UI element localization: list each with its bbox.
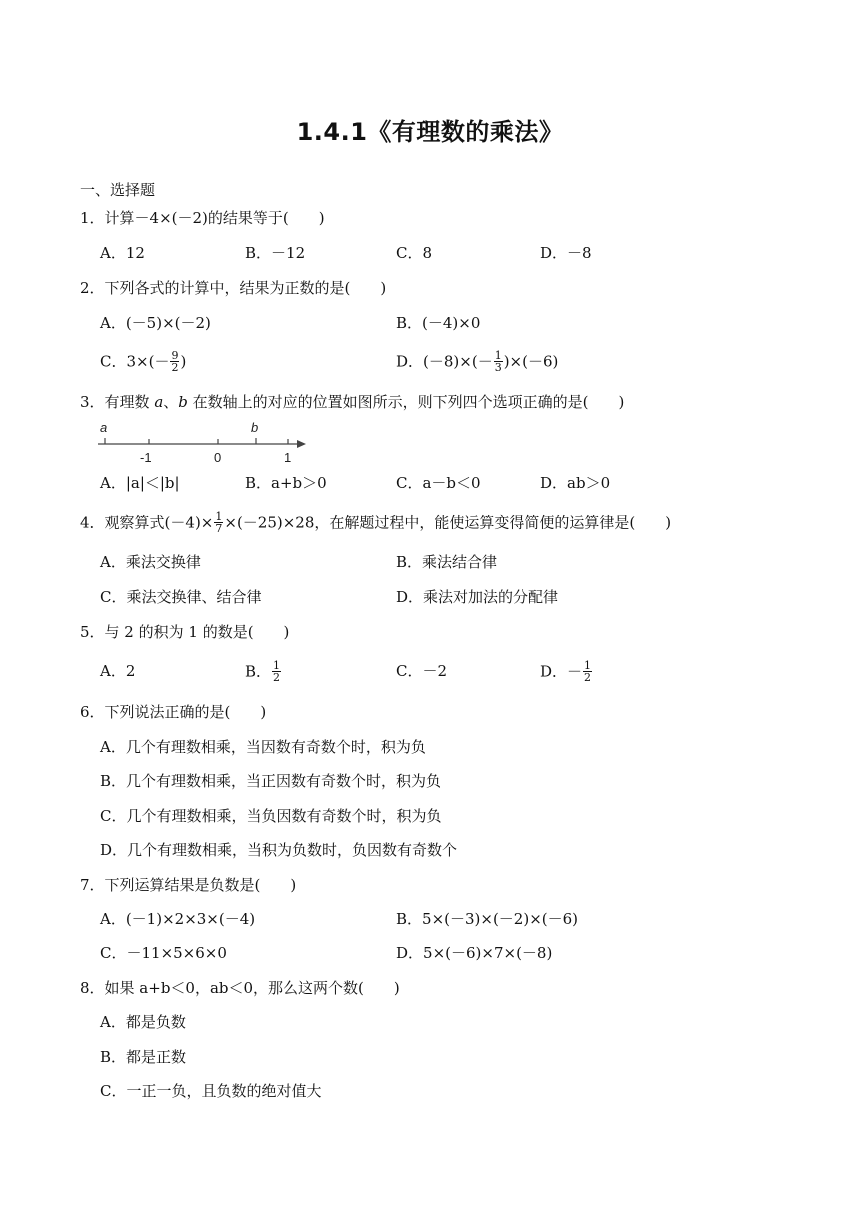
q7-option-a: A．(－1)×2×3×(－4) <box>100 910 256 928</box>
fraction-numerator: 9 <box>171 349 179 362</box>
q7-option-b: B．5×(－3)×(－2)×(－6) <box>396 910 579 928</box>
variable-a: a <box>154 393 164 411</box>
question-7-stem: 7．下列运算结果是负数是( ) <box>80 876 297 894</box>
fraction-denominator: 2 <box>273 671 281 684</box>
stem-text: ×(－25)×28，在解题过程中，能使运算变得简便的运算律是( ) <box>224 513 672 532</box>
q3-option-a: A．|a|＜|b| <box>100 474 180 492</box>
question-1-stem: 1．计算－4×(－2)的结果等于( ) <box>80 209 325 227</box>
q4-option-b: B．乘法结合律 <box>396 553 498 571</box>
q7-option-d: D．5×(－6)×7×(－8) <box>396 944 553 962</box>
option-prefix: D．－ <box>540 662 583 681</box>
question-2-stem: 2．下列各式的计算中，结果为正数的是( ) <box>80 279 387 297</box>
q1-option-a: A．12 <box>100 244 145 262</box>
q1-option-b: B．－12 <box>245 244 306 262</box>
stem-text: 在数轴上的对应的位置如图所示，则下列四个选项正确的是( ) <box>187 393 625 411</box>
q2-option-d-suffix: )×(－6) <box>503 352 559 371</box>
number-line-arrow-icon <box>297 440 306 448</box>
fraction <box>170 350 179 373</box>
q4-option-d: D．乘法对加法的分配律 <box>396 588 559 606</box>
q3-option-d: D．ab＞0 <box>540 474 611 492</box>
q6-option-d: D．几个有理数相乘，当积为负数时，负因数有奇数个 <box>100 841 458 859</box>
q5-option-c: C．－2 <box>396 662 448 680</box>
tick-label-minus-1: -1 <box>140 450 152 465</box>
fraction-denominator: 7 <box>215 522 223 535</box>
q2-option-a: A．(－5)×(－2) <box>100 314 211 332</box>
q6-option-c: C．几个有理数相乘，当负因数有奇数个时，积为负 <box>100 807 442 825</box>
fraction <box>214 511 223 534</box>
label-a: a <box>100 420 108 435</box>
variable-b: b <box>178 393 188 411</box>
question-6-stem: 6．下列说法正确的是( ) <box>80 703 267 721</box>
question-5-stem: 5．与 2 的积为 1 的数是( ) <box>80 623 290 641</box>
section-heading: 一、选择题 <box>80 181 156 199</box>
fraction-numerator: 1 <box>494 349 502 362</box>
stem-text: 、 <box>163 393 179 411</box>
q8-option-c: C．一正一负，且负数的绝对值大 <box>100 1082 322 1100</box>
fraction-denominator: 2 <box>171 361 179 374</box>
q6-option-b: B．几个有理数相乘，当正因数有奇数个时，积为负 <box>100 772 442 790</box>
q1-option-c: C．8 <box>396 244 433 262</box>
q4-option-c: C．乘法交换律、结合律 <box>100 588 262 606</box>
fraction-numerator: 1 <box>273 659 281 672</box>
q7-option-c: C．－11×5×6×0 <box>100 944 227 962</box>
q3-option-c: C．a－b＜0 <box>396 474 481 492</box>
question-4-stem <box>80 512 671 535</box>
option-prefix: B． <box>245 662 272 681</box>
q1-option-d: D．－8 <box>540 244 592 262</box>
q5-option-d <box>540 661 593 684</box>
fraction-denominator: 2 <box>584 671 592 684</box>
q5-option-a: A．2 <box>100 662 136 680</box>
q8-option-a: A．都是负数 <box>100 1013 186 1031</box>
q3-option-b: B．a+b＞0 <box>245 474 327 492</box>
number-line-figure <box>96 416 316 466</box>
page-title: 1.4.1《有理数的乘法》 <box>296 118 564 146</box>
fraction <box>494 350 503 373</box>
q2-option-c <box>100 351 186 374</box>
q2-option-d-prefix: D．(－8)×(－ <box>396 352 493 371</box>
question-8-stem: 8．如果 a+b＜0，ab＜0，那么这两个数( ) <box>80 979 400 997</box>
q2-option-d <box>396 351 558 374</box>
q2-option-c-prefix: C．3×(－ <box>100 352 170 371</box>
q5-option-b <box>245 661 282 684</box>
tick-label-1: 1 <box>284 450 292 465</box>
q2-option-b: B．(－4)×0 <box>396 314 481 332</box>
fraction-denominator: 3 <box>494 361 502 374</box>
tick-label-0: 0 <box>214 450 222 465</box>
fraction <box>583 660 592 683</box>
q4-option-a: A．乘法交换律 <box>100 553 201 571</box>
fraction-numerator: 1 <box>215 510 223 523</box>
stem-text: 3．有理数 <box>80 393 155 411</box>
question-3-stem <box>80 392 624 412</box>
label-b: b <box>251 420 259 435</box>
fraction-numerator: 1 <box>584 659 592 672</box>
fraction <box>272 660 281 683</box>
q8-option-b: B．都是正数 <box>100 1048 187 1066</box>
q2-option-c-suffix: ) <box>180 352 187 371</box>
q6-option-a: A．几个有理数相乘，当因数有奇数个时，积为负 <box>100 738 426 756</box>
stem-text: 4．观察算式(－4)× <box>80 513 214 532</box>
